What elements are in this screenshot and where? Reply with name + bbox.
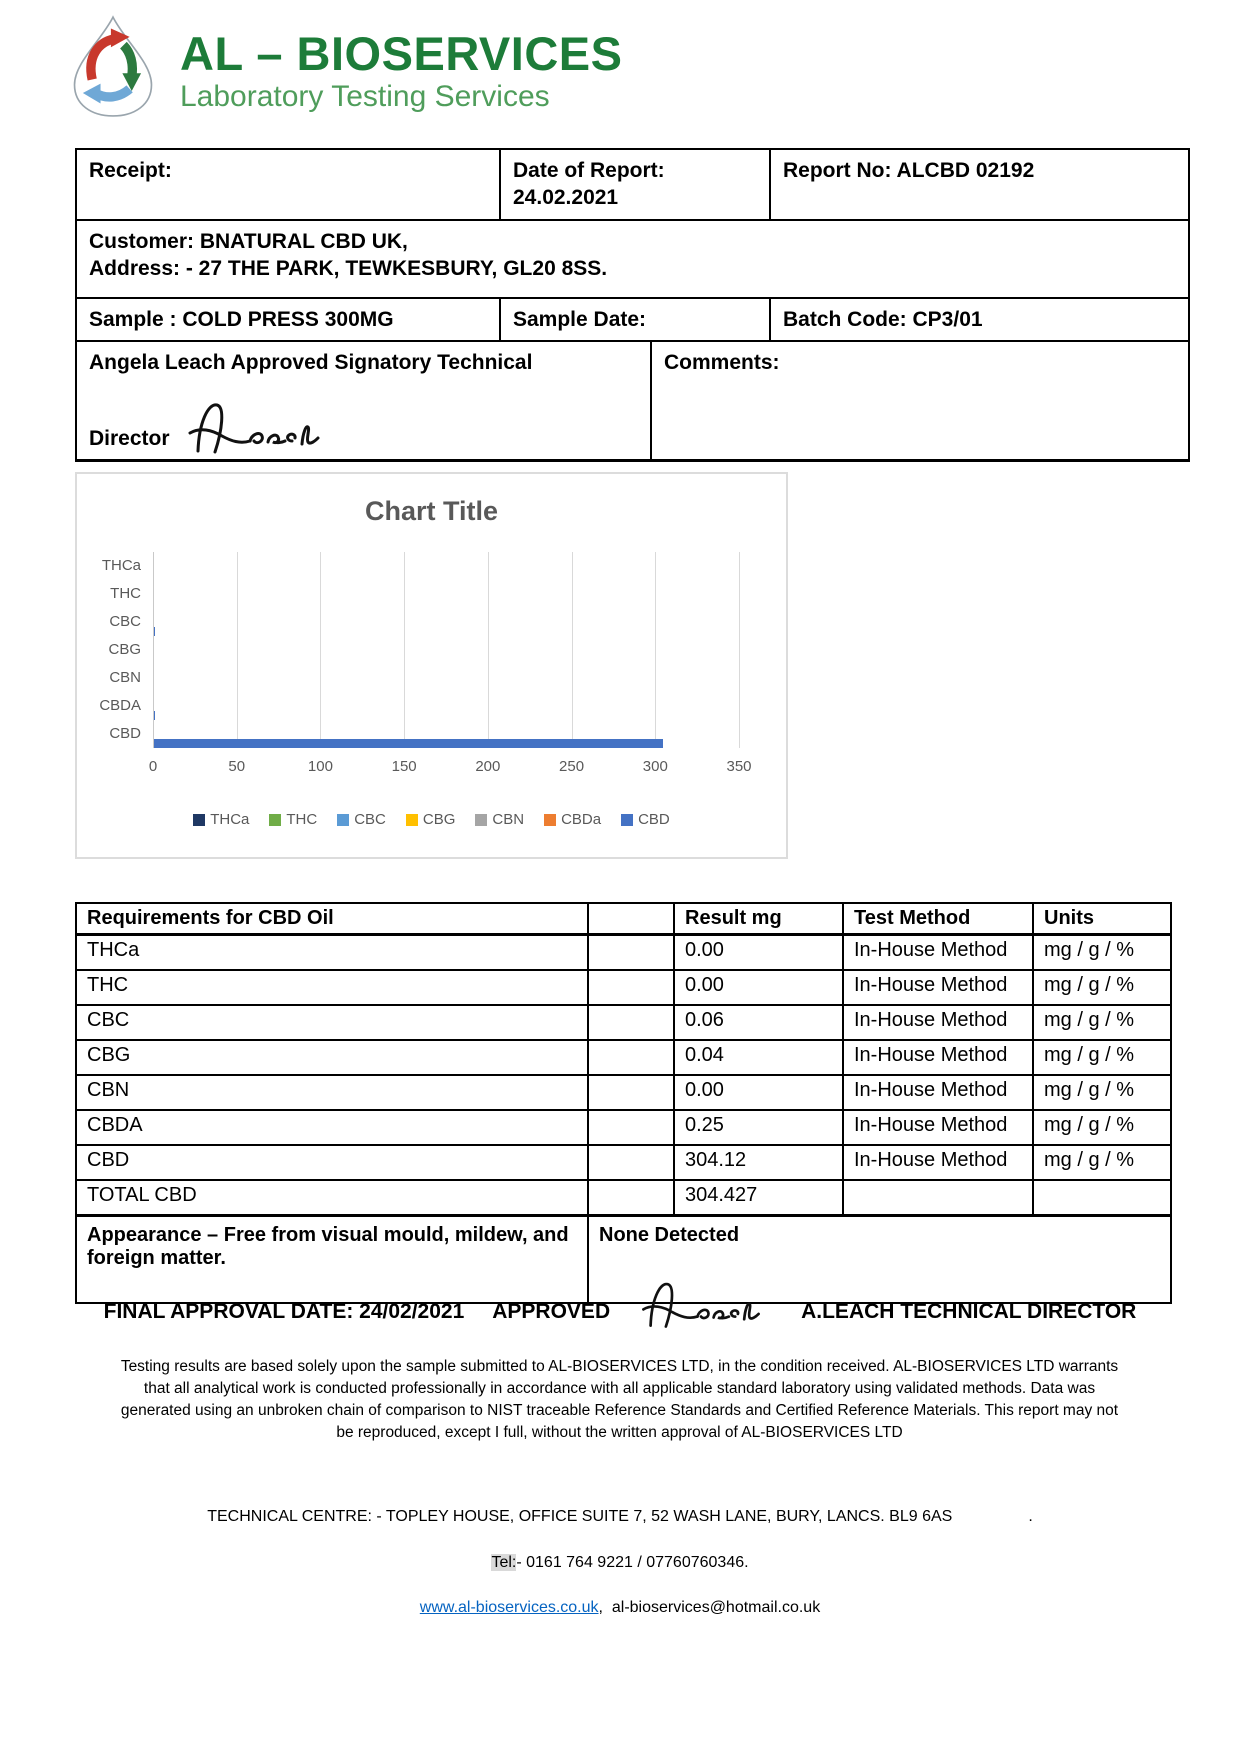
- x-axis-tick-label: 250: [559, 758, 585, 775]
- blank-cell: [588, 1110, 674, 1145]
- chart-legend: [77, 811, 786, 828]
- table-row: [76, 1145, 1171, 1180]
- email-address: al-bioservices@hotmail.co.uk: [611, 1599, 821, 1616]
- legend-swatch-icon: [475, 814, 487, 826]
- col-header-result: Result mg: [674, 903, 843, 935]
- blank-cell: [588, 970, 674, 1005]
- analyte-name: THCa: [76, 935, 588, 971]
- units-value: mg / g / %: [1033, 935, 1171, 971]
- company-name: AL – BIOSERVICES: [180, 27, 623, 80]
- test-method: In-House Method: [843, 1040, 1033, 1075]
- legend-item: [406, 811, 456, 828]
- legend-swatch-icon: [406, 814, 418, 826]
- results-table: [75, 902, 1172, 1304]
- approved-label: APPROVED: [492, 1300, 611, 1323]
- analyte-name: CBC: [76, 1005, 588, 1040]
- result-value: 0.00: [674, 970, 843, 1005]
- header-row-receipt: [75, 148, 1190, 221]
- blank-cell: [588, 935, 674, 971]
- report-no-cell: Report No: ALCBD 02192: [783, 159, 1035, 182]
- company-tagline: Laboratory Testing Services: [180, 80, 550, 113]
- cannabinoid-chart: [75, 472, 788, 859]
- tel-label: Tel:: [491, 1554, 517, 1571]
- legend-swatch-icon: [193, 814, 205, 826]
- chart-gridline: [655, 552, 656, 748]
- header-row-sample: [75, 299, 1190, 342]
- test-method: In-House Method: [843, 1110, 1033, 1145]
- units-value: mg / g / %: [1033, 1145, 1171, 1180]
- legend-label: CBG: [422, 811, 456, 828]
- technical-centre-address: TECHNICAL CENTRE: - TOPLEY HOUSE, OFFICE SUITE 7, 52 WASH LANE, BURY, LANCS. BL9 6AS: [207, 1508, 953, 1525]
- batch-code-cell: Batch Code: CP3/01: [783, 307, 983, 331]
- results-header-row: [76, 903, 1171, 935]
- date-of-report-cell: [501, 150, 771, 219]
- y-axis-category-label: CBD: [109, 725, 141, 742]
- appearance-value: None Detected: [588, 1216, 1171, 1304]
- chart-gridline: [488, 552, 489, 748]
- date-of-report-value: 24.02.2021: [513, 186, 619, 210]
- total-result: 304.427: [674, 1180, 843, 1216]
- legend-swatch-icon: [337, 814, 349, 826]
- sample-date-cell: Sample Date:: [501, 299, 771, 340]
- signatory-cell: [77, 342, 652, 459]
- signatory-line1: Angela Leach Approved Signatory Technical: [89, 350, 533, 374]
- blank-cell: [588, 1005, 674, 1040]
- legend-swatch-icon: [269, 814, 281, 826]
- chart-gridline: [320, 552, 321, 748]
- result-value: 0.04: [674, 1040, 843, 1075]
- chart-gridline: [237, 552, 238, 748]
- result-value: 0.25: [674, 1110, 843, 1145]
- col-header-units: Units: [1033, 903, 1171, 935]
- signatory-line2: Director: [89, 426, 170, 450]
- sample-cell: Sample : COLD PRESS 300MG: [77, 299, 501, 340]
- y-axis-category-label: CBN: [109, 669, 141, 686]
- customer-address-cell: [77, 221, 1188, 297]
- y-axis-category-label: CBC: [109, 613, 141, 630]
- result-value: 0.06: [674, 1005, 843, 1040]
- comma-separator: ,: [598, 1599, 603, 1616]
- blank-cell: [588, 1180, 674, 1216]
- blank-cell: [1033, 1180, 1171, 1216]
- total-label: TOTAL CBD: [76, 1180, 588, 1216]
- table-row: [76, 1075, 1171, 1110]
- chart-title: Chart Title: [364, 496, 499, 526]
- x-axis-tick-label: 100: [307, 758, 333, 775]
- blank-cell: [588, 1040, 674, 1075]
- approver-name: A.LEACH TECHNICAL DIRECTOR: [801, 1300, 1137, 1323]
- approval-line: [0, 1292, 1240, 1332]
- legend-item: [544, 811, 601, 828]
- legend-swatch-icon: [544, 814, 556, 826]
- units-value: mg / g / %: [1033, 1005, 1171, 1040]
- legend-swatch-icon: [621, 814, 633, 826]
- chart-gridline: [739, 552, 740, 748]
- y-axis-category-label: CBDA: [99, 697, 141, 714]
- legend-item: [621, 811, 670, 828]
- y-axis-category-label: THC: [110, 585, 141, 602]
- col-header-blank: [588, 903, 674, 935]
- comments-cell: Comments:: [664, 350, 780, 374]
- company-logo: [60, 14, 622, 118]
- analyte-name: CBN: [76, 1075, 588, 1110]
- col-header-requirements: Requirements for CBD Oil: [76, 903, 588, 935]
- chart-gridline: [404, 552, 405, 748]
- table-row: [76, 1180, 1171, 1216]
- table-row: [76, 1005, 1171, 1040]
- signature-image: [184, 396, 334, 458]
- chart-gridline: [572, 552, 573, 748]
- table-row: [76, 1040, 1171, 1075]
- header-row-signatory: [75, 342, 1190, 462]
- y-axis-category-label: CBG: [108, 641, 141, 658]
- table-row: [76, 1110, 1171, 1145]
- test-method: In-House Method: [843, 935, 1033, 971]
- customer-line: Customer: BNATURAL CBD UK,: [89, 229, 408, 253]
- appearance-label: Appearance – Free from visual mould, mildew, and foreign matter.: [76, 1216, 588, 1304]
- website-link[interactable]: www.al-bioservices.co.uk: [419, 1599, 599, 1616]
- report-header-table: [75, 148, 1190, 462]
- result-value: 304.12: [674, 1145, 843, 1180]
- legend-label: CBDa: [561, 811, 602, 828]
- analyte-name: CBG: [76, 1040, 588, 1075]
- chart-plot-area: [77, 474, 786, 857]
- analyte-name: CBDA: [76, 1110, 588, 1145]
- x-axis-tick-label: 150: [391, 758, 417, 775]
- x-axis-tick-label: 0: [148, 758, 158, 775]
- table-row: [76, 970, 1171, 1005]
- address-line: Address: - 27 THE PARK, TEWKESBURY, GL20 8SS.: [89, 256, 608, 280]
- disclaimer-text: Testing results are based solely upon the sample submitted to AL-BIOSERVICES LTD, in the condition received. AL-BIOSERVICES LTD warrants that all analytical work is conducted professionally in accordance with all applicable standard laboratory using validated methods. Data was generated using an unbroken chain of comparison to NIST traceable Reference Standards and Certified Reference Materials. This report may not be reproduced, except I full, without the written approval of AL-BIOSERVICES LTD: [120, 1357, 1119, 1441]
- units-value: mg / g / %: [1033, 1110, 1171, 1145]
- table-row: [76, 935, 1171, 971]
- receipt-cell: Receipt:: [77, 150, 501, 219]
- x-axis-tick-label: 300: [642, 758, 668, 775]
- chart-bar: [154, 739, 663, 748]
- test-method: In-House Method: [843, 1005, 1033, 1040]
- test-method: In-House Method: [843, 970, 1033, 1005]
- header-row-customer: [75, 221, 1190, 299]
- x-axis-tick-label: 50: [228, 758, 246, 775]
- legend-label: CBC: [354, 811, 386, 828]
- legend-item: [337, 811, 386, 828]
- legend-label: CBN: [492, 811, 525, 828]
- legend-item: [193, 811, 249, 828]
- test-method: In-House Method: [843, 1145, 1033, 1180]
- approval-signature-image: [638, 1276, 773, 1332]
- units-value: mg / g / %: [1033, 1040, 1171, 1075]
- x-axis-tick-label: 350: [726, 758, 752, 775]
- trailing-dot: .: [1028, 1508, 1033, 1525]
- legend-item: [269, 811, 317, 828]
- result-value: 0.00: [674, 1075, 843, 1110]
- test-method: In-House Method: [843, 1075, 1033, 1110]
- tel-numbers: - 0161 764 9221 / 07760760346.: [516, 1554, 749, 1571]
- units-value: mg / g / %: [1033, 970, 1171, 1005]
- y-axis-category-label: THCa: [101, 557, 141, 574]
- analyte-name: THC: [76, 970, 588, 1005]
- x-axis-tick-label: 200: [475, 758, 501, 775]
- appearance-row: [76, 1216, 1171, 1304]
- legend-item: [475, 811, 524, 828]
- legend-label: THCa: [210, 811, 250, 828]
- technical-centre-line: [0, 1508, 1240, 1526]
- date-of-report-label: Date of Report:: [513, 159, 665, 182]
- blank-cell: [588, 1145, 674, 1180]
- final-approval-date: FINAL APPROVAL DATE: 24/02/2021: [103, 1300, 465, 1323]
- analyte-name: CBD: [76, 1145, 588, 1180]
- col-header-method: Test Method: [843, 903, 1033, 935]
- result-value: 0.00: [674, 935, 843, 971]
- units-value: mg / g / %: [1033, 1075, 1171, 1110]
- web-contact-line: [0, 1599, 1240, 1617]
- telephone-line: [0, 1554, 1240, 1572]
- legend-label: THC: [286, 811, 318, 828]
- legend-label: CBD: [638, 811, 670, 828]
- blank-cell: [588, 1075, 674, 1110]
- droplet-recycle-icon: [60, 14, 166, 118]
- blank-cell: [843, 1180, 1033, 1216]
